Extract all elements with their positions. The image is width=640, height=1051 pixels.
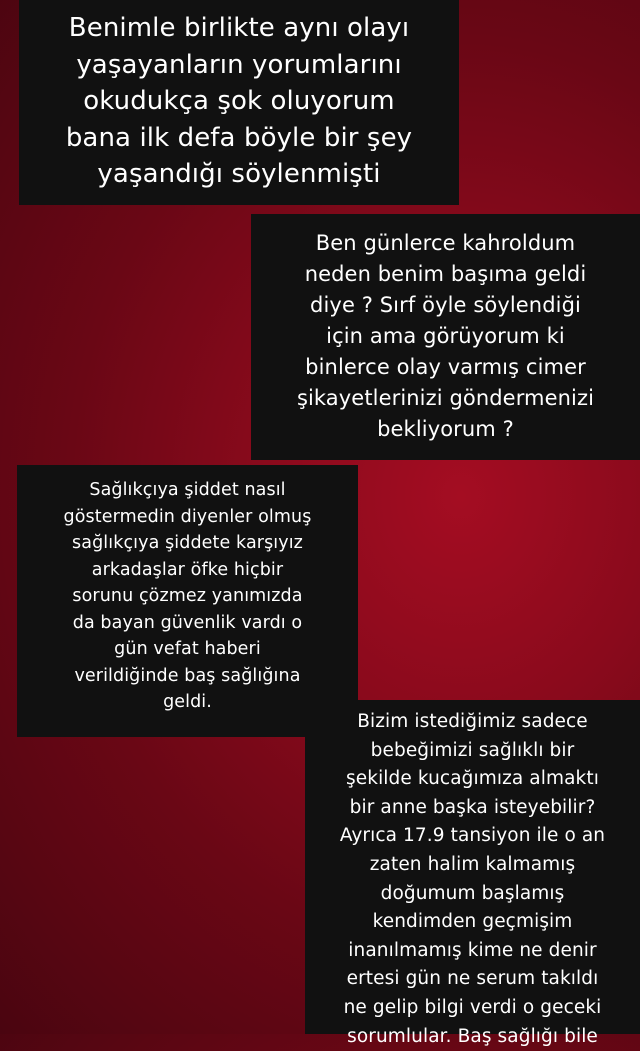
caption-line: ne gelip bilgi verdi o geceki <box>343 996 602 1018</box>
caption-line: Bizim istediğimiz sadece <box>357 711 588 732</box>
caption-line: da bayan güvenlik vardı o <box>72 612 303 633</box>
caption-line: Benimle birlikte aynı olayı <box>68 13 410 43</box>
caption-line: arkadaşlar öfke hiçbir <box>91 559 284 580</box>
caption-line: göstermedin diyenler olmuş <box>63 506 312 527</box>
caption-line: şekilde kucağımıza almaktı <box>346 768 599 790</box>
caption-line: diye ? Sırf öyle söylendiği <box>310 293 581 317</box>
caption-line: bir anne başka isteyebilir? <box>349 796 596 818</box>
caption-line: Ben günlerce kahroldum <box>315 231 576 255</box>
caption-line: geldi. <box>163 692 212 712</box>
caption-line: neden benim başıma geldi <box>304 262 587 286</box>
caption-line: binlerce olay varmış cimer <box>305 355 586 379</box>
caption-box-4 <box>305 700 640 1047</box>
caption-line: bebeğimizi sağlıklı bir <box>370 739 575 761</box>
caption-line: bekliyorum ? <box>377 417 514 441</box>
caption-line: okudukça şok oluyorum <box>83 86 395 116</box>
caption-line: sorumlular. Baş sağlığı bile <box>347 1025 598 1047</box>
caption-line: için ama görüyorum ki <box>326 324 565 348</box>
caption-line: inanılmamış kime ne denir <box>348 939 597 961</box>
caption-line: zaten halim kalmamış <box>369 853 576 875</box>
caption-line: verildiğinde baş sağlığına <box>74 665 301 686</box>
caption-line: Sağlıkçıya şiddet nasıl <box>89 480 286 500</box>
caption-line: sağlıkçıya şiddete karşıyız <box>72 533 303 553</box>
caption-line: bana ilk defa böyle bir şey <box>65 122 413 153</box>
caption-line: kendimden geçmişim <box>372 911 573 933</box>
caption-box-1 <box>19 0 459 205</box>
caption-box-3 <box>17 465 358 737</box>
caption-line: ertesi gün ne serum takıldı <box>346 968 599 990</box>
caption-line: şikayetlerinizi göndermenizi <box>296 386 595 410</box>
caption-box-2 <box>251 214 640 460</box>
caption-line: doğumum başlamış <box>380 882 565 904</box>
caption-line: gün vefat haberi <box>114 639 261 659</box>
caption-line: Ayrıca 17.9 tansiyon ile o an <box>339 825 606 847</box>
caption-line: yaşayanların yorumlarını <box>76 49 402 80</box>
caption-line: yaşandığı söylenmişti <box>97 159 381 189</box>
caption-line: sorunu çözmez yanımızda <box>72 586 303 606</box>
